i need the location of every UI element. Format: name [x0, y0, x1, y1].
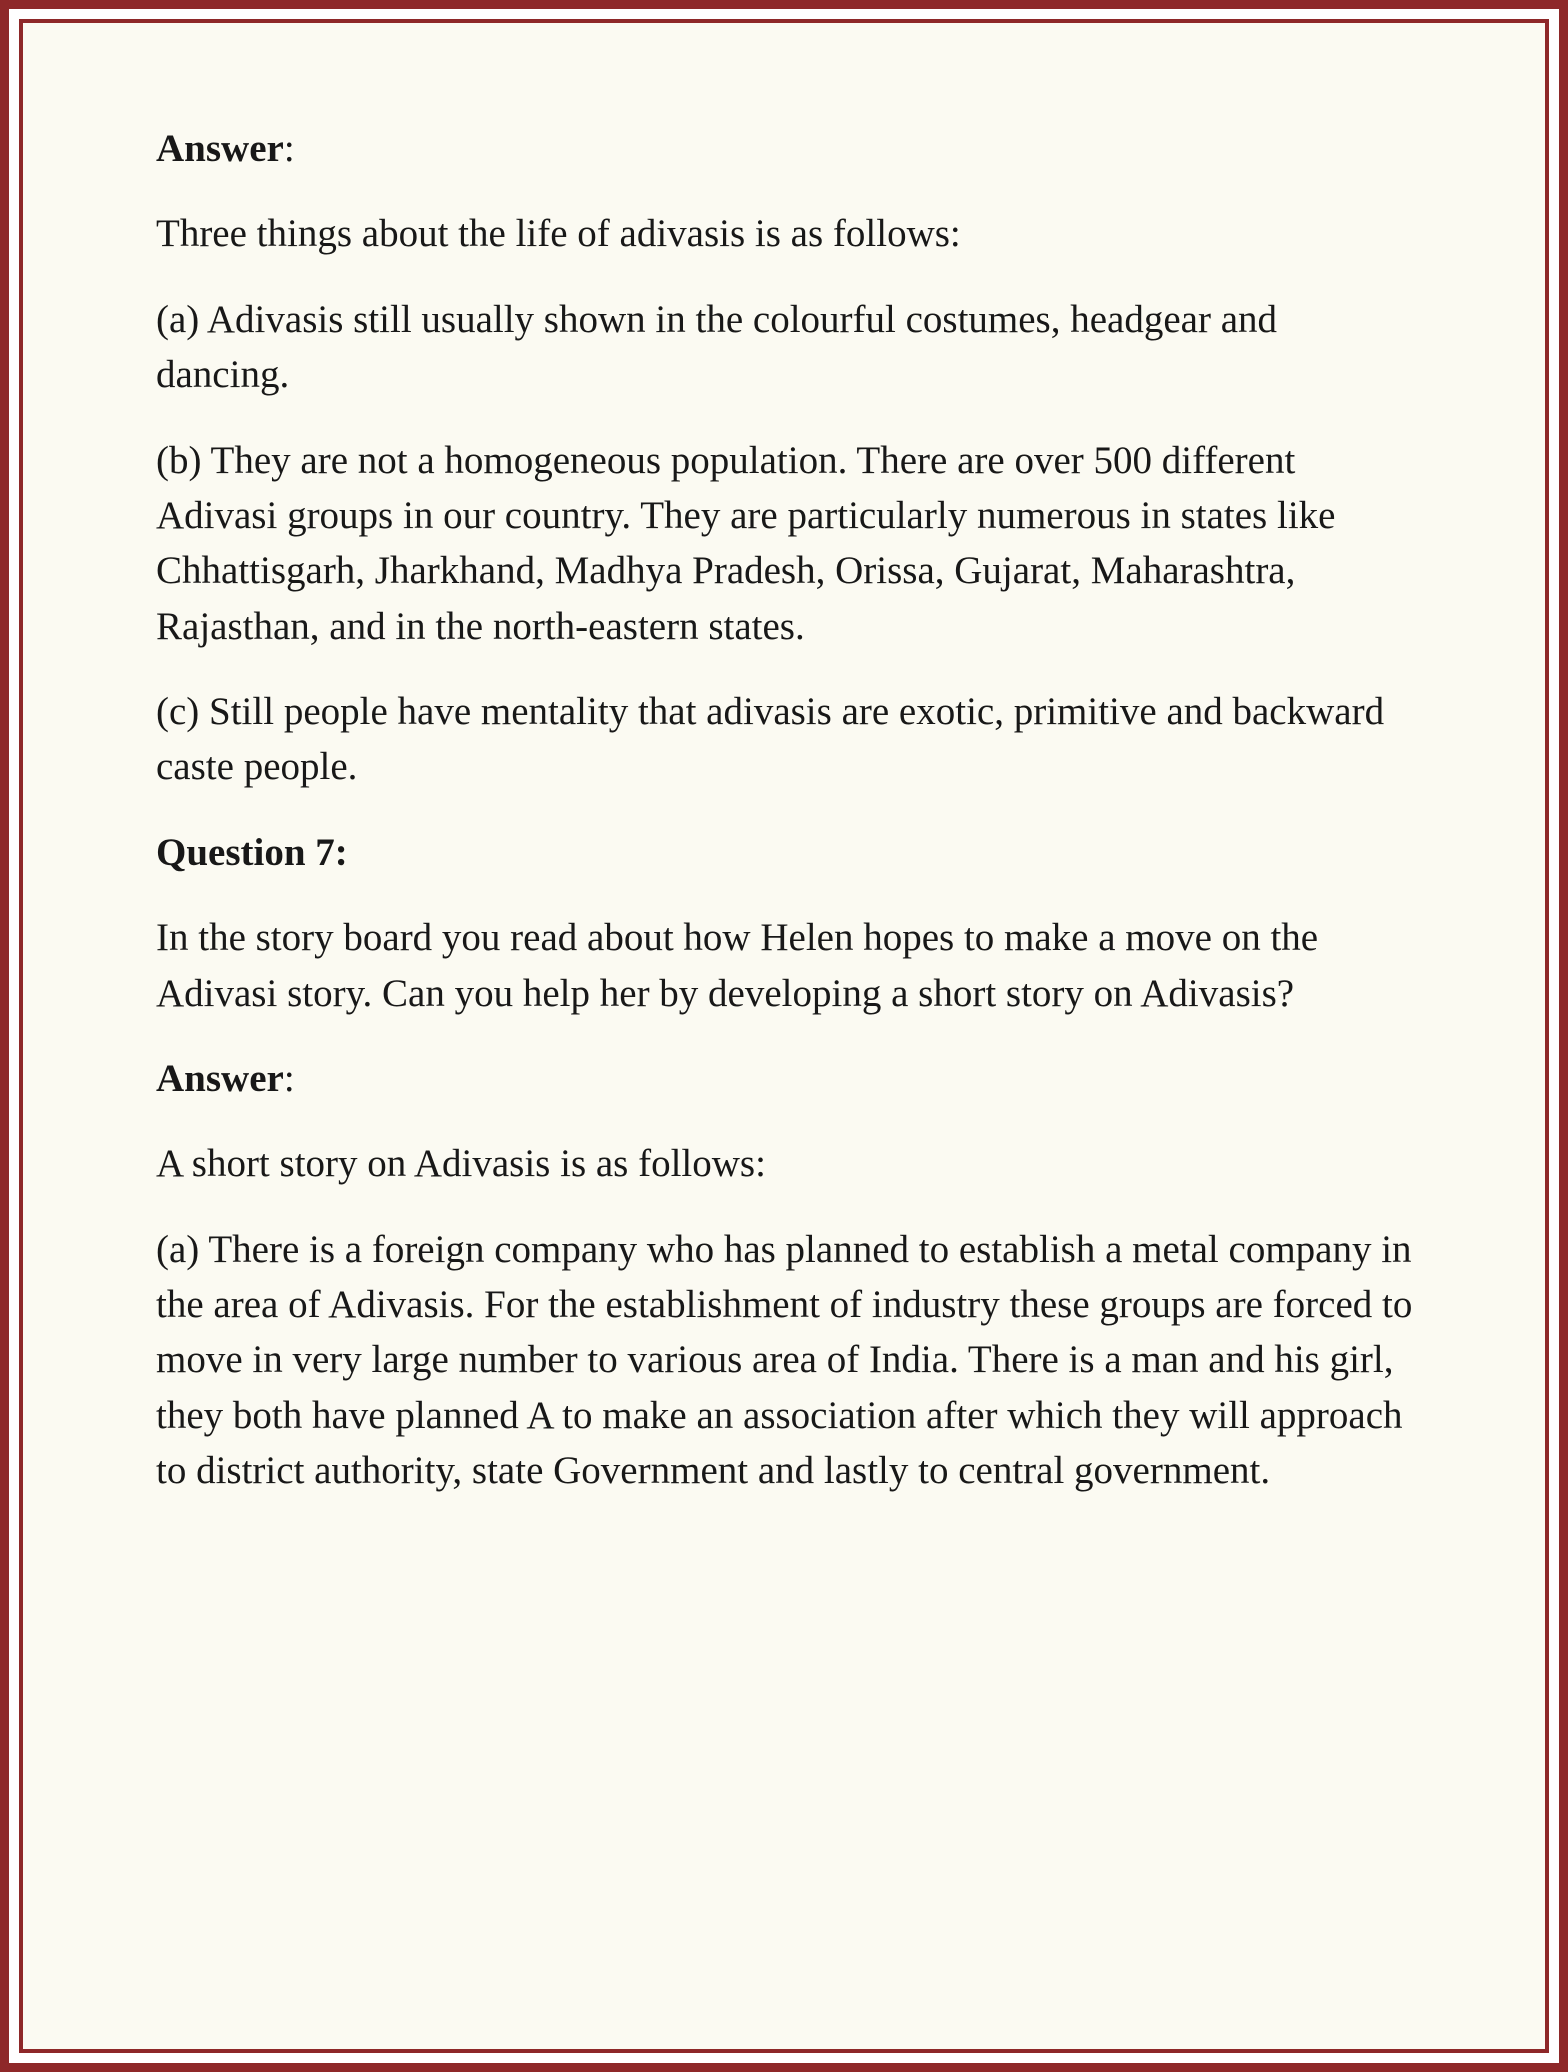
answer-label-2-colon: : — [283, 1056, 295, 1100]
paragraph-point-a: (a) Adivasis still usually shown in the colourful costumes, headgear and dancing. — [156, 297, 1278, 397]
answer-heading — [156, 121, 1415, 176]
paragraph-point-c: (c) Still people have mentality that adivasis are exotic, primitive and backward caste people. — [156, 690, 1385, 789]
paragraph-question-text: In the story board you read about how Helen hopes to make a move on the Adivasi story. Can you help her by developing a short story on Adivasis? — [156, 916, 1319, 1015]
answer-label-colon: : — [283, 127, 295, 170]
document-body — [156, 121, 1415, 1499]
inner-border-frame — [19, 19, 1549, 2053]
question-heading — [156, 825, 1415, 880]
answer-label-2: Answer — [156, 1056, 284, 1100]
paragraph-answer-intro: A short story on Adivasis is as follows: — [156, 1142, 766, 1186]
paragraph-point-b: (b) They are not a homogeneous population. There are over 500 different Adivasi groups in our country. They are particularly numerous in states like Chhattisgarh, Jharkhand, Madhya Pradesh, Orissa, Gujarat, Maharashtra, Rajasthan, and in the north-eastern states. — [156, 438, 1336, 648]
answer-heading-2 — [156, 1051, 1415, 1106]
paragraph-story-a: (a) There is a foreign company who has planned to establish a metal company in the area of Adivasis. For the establishment of industry these groups are forced to move in very large number to various area of India. There is a man and his girl, they both have planned A to make an association after which they will approach to district authority, state Government and lastly to central government. — [156, 1227, 1413, 1493]
question-label: Question 7: — [156, 830, 348, 874]
paragraph-intro: Three things about the life of adivasis is as follows: — [156, 212, 961, 256]
answer-label: Answer — [156, 127, 284, 170]
